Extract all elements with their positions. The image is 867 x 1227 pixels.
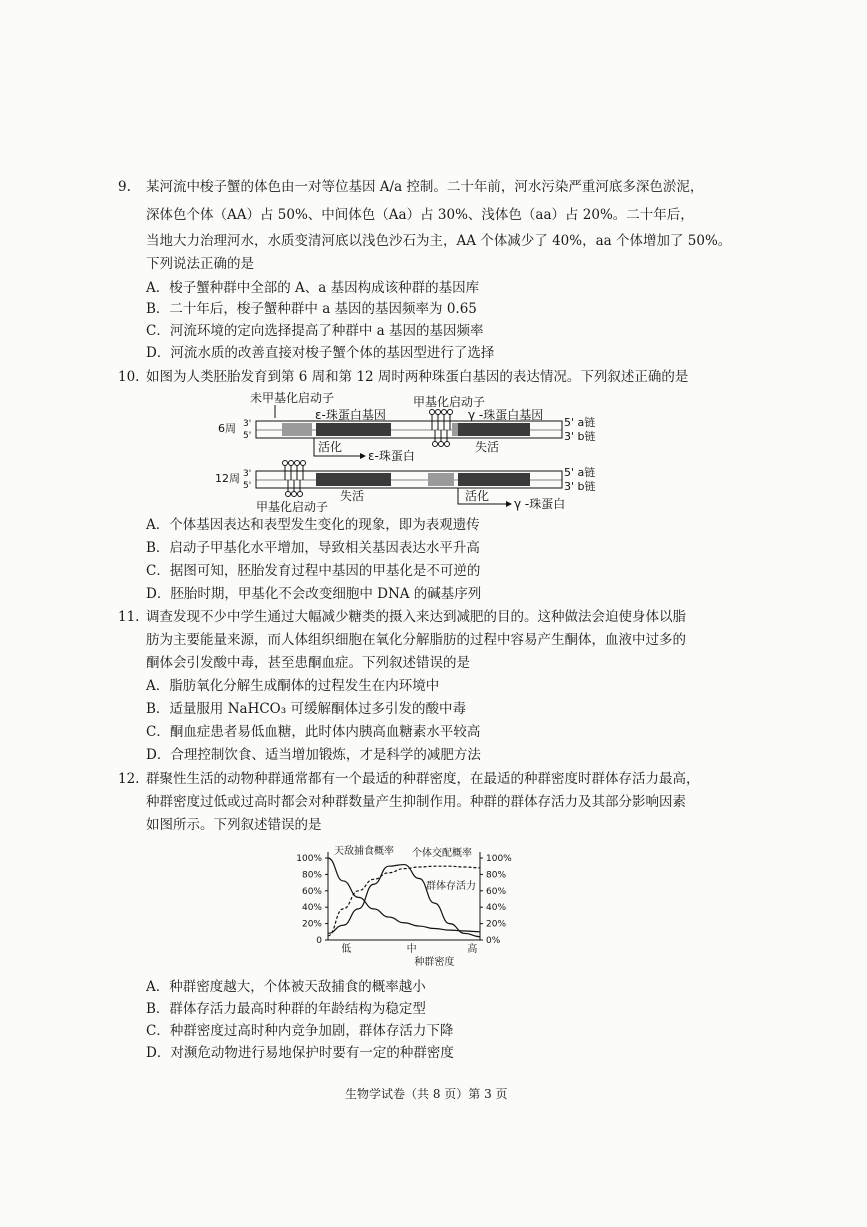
q12-stem-line1: 群聚性生活的动物种群通常都有一个最适的种群密度，在最适的种群密度时群体存活力最高，	[146, 771, 700, 787]
gamma-gene-block-w12	[458, 473, 530, 486]
series-label-0: 天敌捕食概率	[334, 846, 394, 857]
y-tick-label-right: 40%	[486, 903, 507, 914]
q12-option-b: B．群体存活力最高时种群的年龄结构为稳定型	[146, 1001, 426, 1017]
label-5prime-w6: 5'	[243, 431, 252, 441]
q12-number: 12.	[118, 771, 140, 787]
q11-option-c: C．酮血症患者易低血糖，此时体内胰高血糖素水平较高	[146, 724, 481, 740]
y-tick-label-right: 0%	[486, 936, 501, 946]
q9-stem-line1: 某河流中梭子蟹的体色由一对等位基因 A/a 控制。二十年前，河水污染严重河底多深色淤泥，	[146, 179, 704, 195]
q11-option-b: B．适量服用 NaHCO₃ 可缓解酮体过多引发的酸中毒	[146, 701, 466, 717]
x-category-label: 高	[467, 944, 478, 955]
label-b-chain-w12: 3' b链	[564, 480, 596, 493]
label-b-chain-w6: 3' b链	[564, 430, 596, 443]
gene-expression-diagram	[210, 390, 620, 512]
x-category-label: 中	[406, 944, 417, 955]
label-a-chain-w6: 5' a链	[564, 416, 596, 429]
q9-option-a: A．梭子蟹种群中全部的 A、a 基因构成该种群的基因库	[146, 280, 480, 296]
q12-option-a: A．种群密度越大，个体被天敌捕食的概率越小	[146, 979, 426, 995]
label-gamma-gene: γ -珠蛋白基因	[468, 408, 544, 422]
series-line-1	[328, 866, 480, 936]
q12-stem-line2: 种群密度过低或过高时都会对种群数量产生抑制作用。种群的群体存活力及其部分影响因素	[146, 794, 686, 810]
q10-option-b: B．启动子甲基化水平增加，导致相关基因表达水平升高	[146, 540, 480, 556]
label-inactivate-w12: 失活	[340, 489, 365, 503]
q10-option-a: A．个体基因表达和表型发生变化的现象，即为表观遗传	[146, 517, 480, 533]
label-week12: 12周	[215, 472, 240, 485]
q10-option-d: D．胚胎时期，甲基化不会改变细胞中 DNA 的碱基序列	[146, 586, 482, 602]
q9-option-c: C．河流环境的定向选择提高了种群中 a 基因的基因频率	[146, 323, 484, 339]
label-5prime-w12: 5'	[243, 481, 252, 491]
label-3prime-w12: 3'	[243, 469, 252, 479]
y-tick-label-left: 40%	[301, 903, 322, 914]
y-tick-label-left: 20%	[301, 919, 322, 930]
promoter-block-w6	[282, 423, 312, 436]
q10-option-c: C．据图可知，胚胎发育过程中基因的甲基化是不可逆的	[146, 563, 481, 579]
q9-option-b: B．二十年后，梭子蟹种群中 a 基因的基因频率为 0.65	[146, 301, 477, 317]
q12-stem-line3: 如图所示。下列叙述错误的是	[146, 817, 322, 833]
label-epsilon-protein: ε-珠蛋白	[368, 449, 415, 463]
q9-stem-line3: 当地大力治理河水，水质变清河底以浅色沙石为主，AA 个体减少了 40%，aa 个体增加了 50%。	[146, 233, 732, 249]
q11-stem-line2: 肪为主要能量来源，而人体组织细胞在氧化分解脂肪的过程中容易产生酮体，血液中过多的	[146, 632, 686, 648]
methyl-groups-w12	[283, 461, 306, 497]
q9-stem-line2: 深体色个体（AA）占 50%、中间体色（Aa）占 30%、浅体色（aa）占 20%。二十年后，	[146, 207, 694, 223]
series-line-2	[328, 865, 480, 937]
y-tick-label-right: 100%	[486, 854, 512, 864]
promoter-block-w12	[428, 473, 454, 486]
label-week6: 6周	[218, 422, 236, 435]
q10-stem: 如图为人类胚胎发育到第 6 周和第 12 周时两种珠蛋白基因的表达情况。下列叙述正确的是	[146, 369, 689, 385]
label-methylated-promoter-top: 甲基化启动子	[413, 395, 486, 409]
label-unmethylated-promoter: 未甲基化启动子	[250, 391, 335, 405]
y-tick-label-right: 80%	[486, 870, 507, 881]
q11-stem-line1: 调查发现不少中学生通过大幅减少糖类的摄入来达到减肥的目的。这种做法会迫使身体以脂	[146, 609, 686, 625]
y-tick-label-left: 60%	[301, 886, 322, 897]
q9-stem-line4: 下列说法正确的是	[146, 256, 254, 272]
q11-option-d: D．合理控制饮食、适当增加锻炼，才是科学的减肥方法	[146, 747, 481, 763]
population-density-chart	[290, 838, 530, 978]
gamma-gene-block-w6	[458, 423, 530, 436]
y-tick-label-left: 80%	[301, 870, 322, 881]
q11-option-a: A．脂肪氧化分解生成酮体的过程发生在内环境中	[146, 678, 440, 694]
label-3prime-w6: 3'	[243, 419, 252, 429]
label-gamma-protein: γ -珠蛋白	[514, 497, 566, 511]
label-methylated-promoter-bottom: 甲基化启动子	[256, 500, 329, 512]
q11-stem-line3: 酮体会引发酸中毒，甚至患酮血症。下列叙述错误的是	[146, 655, 470, 671]
epsilon-gene-block-w6	[316, 423, 391, 436]
q12-option-d: D．对濒危动物进行易地保护时要有一定的种群密度	[146, 1045, 454, 1061]
y-tick-label-right: 60%	[486, 886, 507, 897]
series-label-2: 群体存活力	[426, 881, 476, 893]
label-a-chain-w12: 5' a链	[564, 466, 596, 479]
q10-number: 10.	[118, 369, 140, 385]
label-epsilon-gene: ε-珠蛋白基因	[315, 408, 386, 422]
x-category-label: 低	[341, 944, 352, 955]
y-tick-label-left: 0	[316, 936, 322, 946]
label-inactivate-w6: 失活	[475, 440, 500, 454]
q9-number: 9.	[118, 179, 131, 195]
methyl-groups-w6	[430, 410, 453, 447]
page-footer: 生物学试卷（共 8 页）第 3 页	[345, 1087, 508, 1101]
series-label-1: 个体交配概率	[412, 848, 472, 859]
epsilon-gene-block-w12	[316, 473, 391, 486]
label-activate-w12: 活化	[465, 489, 490, 503]
label-activate-w6: 活化	[318, 440, 343, 454]
y-tick-label-right: 20%	[486, 919, 507, 930]
q9-option-d: D．河流水质的改善直接对梭子蟹个体的基因型进行了选择	[146, 345, 495, 361]
y-tick-label-left: 100%	[296, 854, 322, 864]
q11-number: 11.	[118, 609, 140, 625]
x-axis-label: 种群密度	[414, 957, 455, 968]
q12-option-c: C．种群密度过高时种内竞争加剧，群体存活力下降	[146, 1023, 454, 1039]
